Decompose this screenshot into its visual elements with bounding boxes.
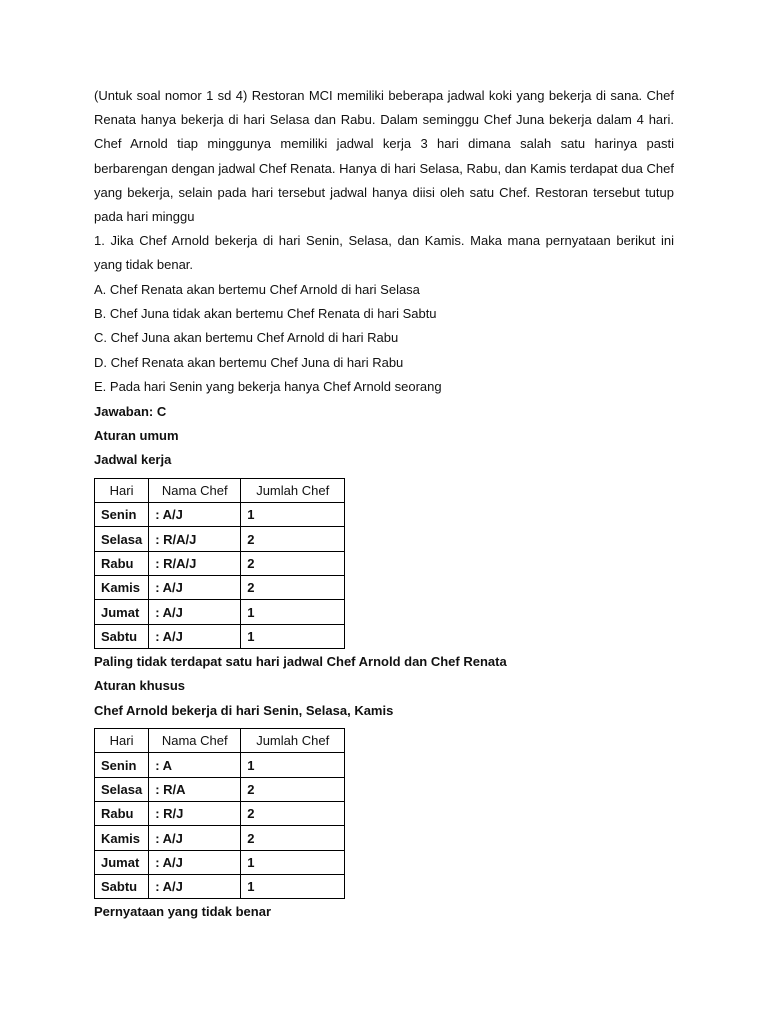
table-row bbox=[95, 600, 345, 624]
cell-chef: : A/J bbox=[149, 503, 241, 527]
option-d: D. Chef Renata akan bertemu Chef Juna di hari Rabu bbox=[94, 354, 404, 370]
cell-count: 1 bbox=[241, 753, 345, 777]
cell-day: Kamis bbox=[95, 826, 149, 850]
table-header-row bbox=[95, 729, 345, 753]
cell-count: 1 bbox=[241, 850, 345, 874]
question-text: 1. Jika Chef Arnold bekerja di hari Senin, Selasa, dan Kamis. Maka mana pernyataan berikut ini yang tidak benar. bbox=[94, 233, 674, 273]
cell-chef: : R/A bbox=[149, 777, 241, 801]
header-nama-chef: Nama Chef bbox=[149, 729, 241, 753]
option-e: E. Pada hari Senin yang bekerja hanya Chef Arnold seorang bbox=[94, 379, 442, 395]
cell-chef: : A/J bbox=[149, 826, 241, 850]
general-note: Paling tidak terdapat satu hari jadwal Chef Arnold dan Chef Renata bbox=[94, 653, 507, 669]
table-row bbox=[95, 527, 345, 551]
intro-paragraph: (Untuk soal nomor 1 sd 4) Restoran MCI memiliki beberapa jadwal koki yang bekerja di sana. Chef Renata hanya bekerja di hari Selasa dan Rabu. Dalam seminggu Chef Juna bekerja dalam 4 hari. Chef Arnold tiap minggunya memiliki jadwal kerja 3 hari dimana salah satu harinya pasti berbarengan dengan jadwal Chef Renata. Hanya di hari Selasa, Rabu, dan Kamis terdapat dua Chef yang bekerja, selain pada hari tersebut jadwal hanya diisi oleh satu Chef. Restoran tersebut tutup pada hari minggu bbox=[94, 88, 674, 225]
general-rule-heading: Aturan umum bbox=[94, 428, 179, 444]
cell-chef: : A/J bbox=[149, 624, 241, 648]
cell-count: 2 bbox=[241, 576, 345, 600]
cell-day: Senin bbox=[95, 753, 149, 777]
cell-chef: : A/J bbox=[149, 576, 241, 600]
header-nama-chef: Nama Chef bbox=[149, 478, 241, 502]
table-row bbox=[95, 753, 345, 777]
schedule-table-special bbox=[94, 728, 345, 899]
cell-day: Kamis bbox=[95, 576, 149, 600]
cell-day: Senin bbox=[95, 503, 149, 527]
cell-chef: : R/A/J bbox=[149, 551, 241, 575]
cell-count: 2 bbox=[241, 777, 345, 801]
option-c: C. Chef Juna akan bertemu Chef Arnold di hari Rabu bbox=[94, 330, 399, 346]
cell-chef: : R/J bbox=[149, 802, 241, 826]
cell-day: Selasa bbox=[95, 777, 149, 801]
cell-day: Selasa bbox=[95, 527, 149, 551]
cell-count: 2 bbox=[241, 802, 345, 826]
cell-count: 1 bbox=[241, 874, 345, 898]
cell-chef: : A/J bbox=[149, 874, 241, 898]
header-hari: Hari bbox=[95, 478, 149, 502]
header-hari: Hari bbox=[95, 729, 149, 753]
cell-day: Jumat bbox=[95, 850, 149, 874]
cell-day: Jumat bbox=[95, 600, 149, 624]
table-row bbox=[95, 503, 345, 527]
schedule-table-general bbox=[94, 478, 345, 649]
special-rule-heading: Aturan khusus bbox=[94, 678, 186, 694]
header-jumlah-chef: Jumlah Chef bbox=[241, 729, 345, 753]
table-header-row bbox=[95, 478, 345, 502]
cell-chef: : R/A/J bbox=[149, 527, 241, 551]
schedule-heading: Jadwal kerja bbox=[94, 452, 172, 468]
cell-count: 2 bbox=[241, 826, 345, 850]
closing-text: Pernyataan yang tidak benar bbox=[94, 904, 272, 920]
answer-text: Jawaban: C bbox=[94, 403, 167, 419]
option-a: A. Chef Renata akan bertemu Chef Arnold di hari Selasa bbox=[94, 281, 420, 297]
options-list bbox=[94, 278, 674, 400]
document-page bbox=[94, 84, 674, 925]
cell-day: Rabu bbox=[95, 551, 149, 575]
option-b: B. Chef Juna tidak akan bertemu Chef Renata di hari Sabtu bbox=[94, 306, 437, 322]
special-rule-text: Chef Arnold bekerja di hari Senin, Selasa, Kamis bbox=[94, 702, 394, 718]
cell-day: Sabtu bbox=[95, 624, 149, 648]
table-row bbox=[95, 576, 345, 600]
cell-chef: : A/J bbox=[149, 850, 241, 874]
cell-count: 2 bbox=[241, 551, 345, 575]
table-row bbox=[95, 551, 345, 575]
cell-chef: : A bbox=[149, 753, 241, 777]
table-row bbox=[95, 777, 345, 801]
cell-count: 1 bbox=[241, 503, 345, 527]
header-jumlah-chef: Jumlah Chef bbox=[241, 478, 345, 502]
table-row bbox=[95, 624, 345, 648]
table-row bbox=[95, 826, 345, 850]
table-row bbox=[95, 850, 345, 874]
cell-count: 1 bbox=[241, 624, 345, 648]
cell-day: Sabtu bbox=[95, 874, 149, 898]
cell-day: Rabu bbox=[95, 802, 149, 826]
table-row bbox=[95, 874, 345, 898]
cell-chef: : A/J bbox=[149, 600, 241, 624]
cell-count: 1 bbox=[241, 600, 345, 624]
table-row bbox=[95, 802, 345, 826]
cell-count: 2 bbox=[241, 527, 345, 551]
